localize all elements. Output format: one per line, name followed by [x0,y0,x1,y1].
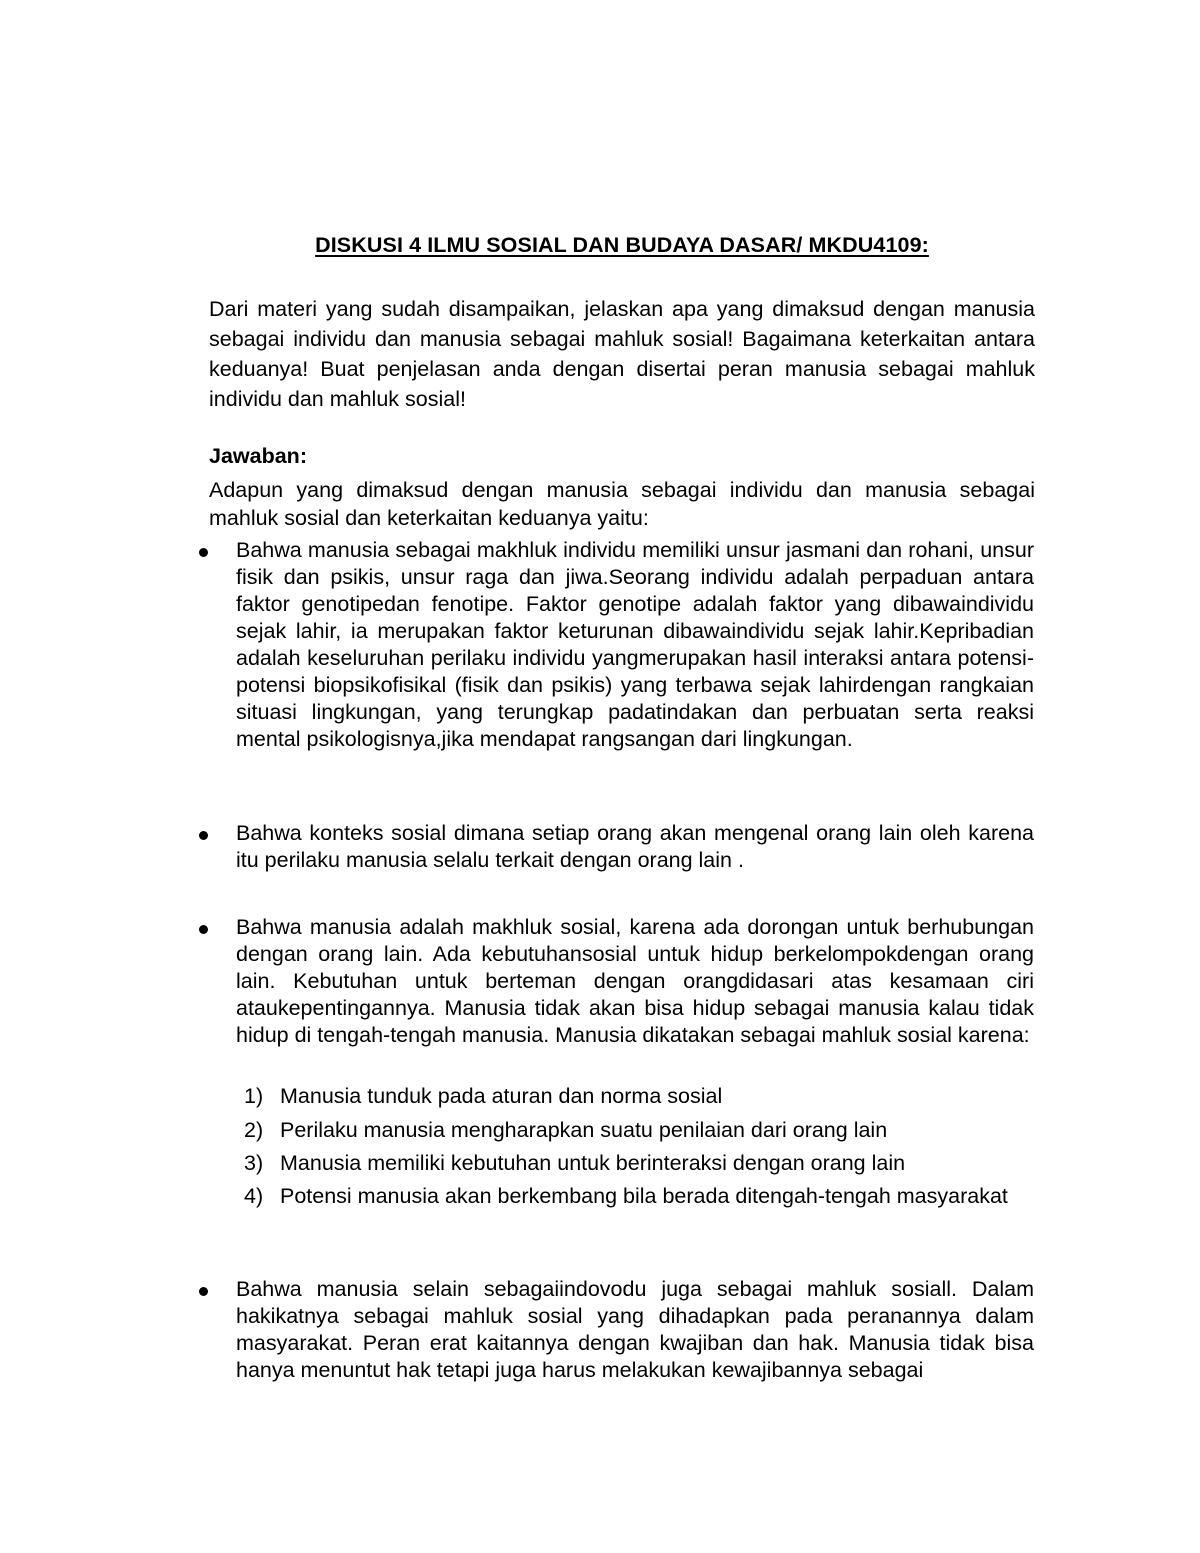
question-paragraph: Dari materi yang sudah disampaikan, jelaskan apa yang dimaksud dengan manusia sebagai individu dan manusia sebagai mahluk sosial! Bagaimana keterkaitan antara keduanya! Buat penjelasan anda dengan disertai peran manusia sebagai mahluk individu dan mahluk sosial! [209,297,1035,411]
answer-label: Jawaban: [209,444,307,468]
bullet-text: Bahwa manusia adalah makhluk sosial, karena ada dorongan untuk berhubungan dengan orang lain. Ada kebutuhansosial untuk hidup berkelompokdengan orang lain. Kebutuhan untuk berteman dengan orangdidasari atas kesamaan ciri ataukepentingannya. Manusia tidak akan bisa hidup sebagai manusia kalau tidak hidup di tengah-tengah manusia. Manusia dikatakan sebagai mahluk sosial karena: [236,915,1034,1047]
bullet-text: Bahwa manusia selain sebagaiindovodu juga sebagai mahluk sosiall. Dalam hakikatnya sebagai mahluk sosial yang dihadapkan pada peranannya dalam masyarakat. Peran erat kaitannya dengan kwajiban dan hak. Manusia tidak bisa hanya menuntut hak tetapi juga harus melakukan kewajibannya sebagai [236,1277,1034,1382]
bullet-text: Bahwa manusia sebagai makhluk individu memiliki unsur jasmani dan rohani, unsur fisik dan psikis, unsur raga dan jiwa.Seorang individu adalah perpaduan antara faktor genotipedan fenotipe. Faktor genotipe adalah faktor yang dibawaindividu sejak lahir, ia merupakan faktor keturunan dibawaindividu sejak lahir.Kepribadian adalah keseluruhan perilaku individu yangmerupakan hasil interaksi antara potensi-potensi biopsikofisikal (fisik dan psikis) yang terbawa sejak lahirdengan rangkaian situasi lingkungan, yang terungkap padatindakan dan perbuatan serta reaksi mental psikologisnya,jika mendapat rangsangan dari lingkungan. [236,538,1034,751]
numbered-item-text: Manusia memiliki kebutuhan untuk berinteraksi dengan orang lain [280,1151,906,1175]
bullet-icon [199,925,208,934]
numbered-item-number: 2) [244,1118,264,1142]
numbered-item-text: Potensi manusia akan berkembang bila berada ditengah-tengah masyarakat [280,1184,1008,1208]
bullet-icon [199,1287,208,1296]
bullet-icon [199,548,208,557]
bullet-text: Bahwa konteks sosial dimana setiap orang akan mengenal orang lain oleh karena itu perilaku manusia selalu terkait dengan orang lain . [236,821,1034,872]
numbered-item-text: Perilaku manusia mengharapkan suatu penilaian dari orang lain [280,1118,888,1142]
numbered-item-number: 3) [244,1151,264,1175]
numbered-item-number: 1) [244,1084,264,1108]
numbered-item-number: 4) [244,1184,264,1208]
answer-intro-paragraph: Adapun yang dimaksud dengan manusia sebagai individu dan manusia sebagai mahluk sosial dan keterkaitan keduanya yaitu: [209,478,1035,530]
bullet-icon [199,831,208,840]
document-title: DISKUSI 4 ILMU SOSIAL DAN BUDAYA DASAR/ MKDU4109: [315,233,929,257]
numbered-item-text: Manusia tunduk pada aturan dan norma sosial [280,1084,723,1108]
